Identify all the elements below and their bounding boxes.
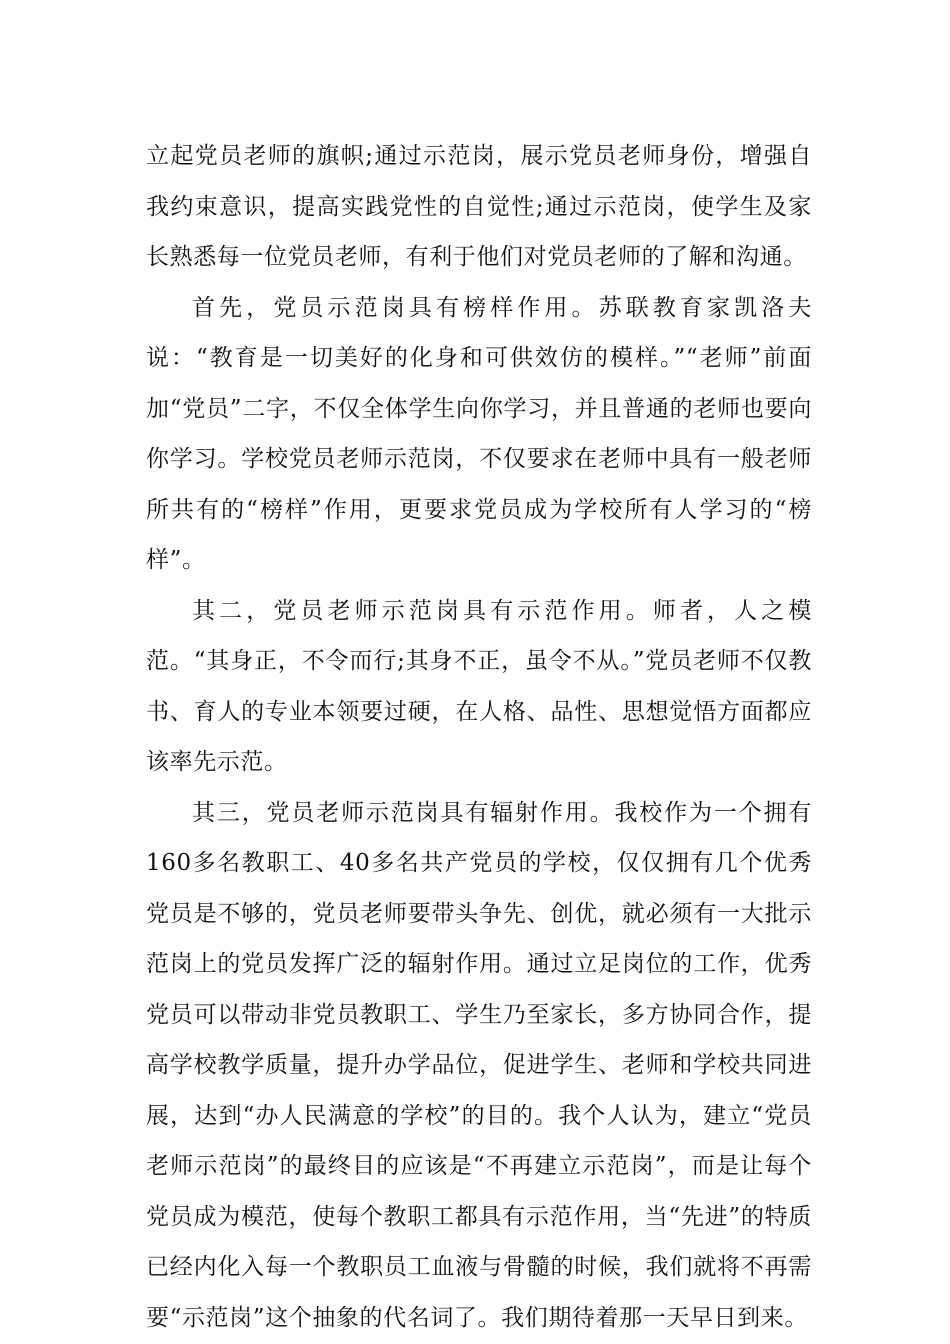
paragraph-4: 其三，党员老师示范岗具有辐射作用。我校作为一个拥有160多名教职工、40多名共产党员的学校，仅仅拥有几个优秀党员是不够的，党员老师要带头争先、创优，就必须有一大批示范岗上的党员发挥广泛的辐射作用。通过立足岗位的工作，优秀党员可以带动非党员教职工、学生乃至家长，多方协同合作，提高学校教学质量，提升办学品位，促进学生、老师和学校共同进展，达到“办人民满意的学校”的目的。我个人认为，建立“党员老师示范岗”的最终目的应该是“不再建立示范岗”，而是让每个党员成为模范，使每个教职工都具有示范作用，当“先进”的特质已经内化入每一个教职员工血液与骨髓的时候，我们就将不再需要“示范岗”这个抽象的代名词了。我们期待着那一天早日到来。 <box>146 799 812 1331</box>
document-body <box>146 131 812 1343</box>
paragraph-2: 首先，党员示范岗具有榜样作用。苏联教育家凯洛夫说：“教育是一切美好的化身和可供效仿的模样。”“老师”前面加“党员”二字，不仅全体学生向你学习，并且普通的老师也要向你学习。学校党员老师示范岗，不仅要求在老师中具有一般老师所共有的“榜样”作用，更要求党员成为学校所有人学习的“榜样”。 <box>146 294 812 573</box>
paragraph-1: 立起党员老师的旗帜;通过示范岗，展示党员老师身份，增强自我约束意识，提高实践党性的自觉性;通过示范岗，使学生及家长熟悉每一位党员老师，有利于他们对党员老师的了解和沟通。 <box>146 143 812 270</box>
paragraph-3: 其二，党员老师示范岗具有示范作用。师者，人之模范。“其身正，不令而行;其身不正，虽令不从。”党员老师不仅教书、育人的专业本领要过硬，在人格、品性、思想觉悟方面都应该率先示范。 <box>146 597 812 775</box>
